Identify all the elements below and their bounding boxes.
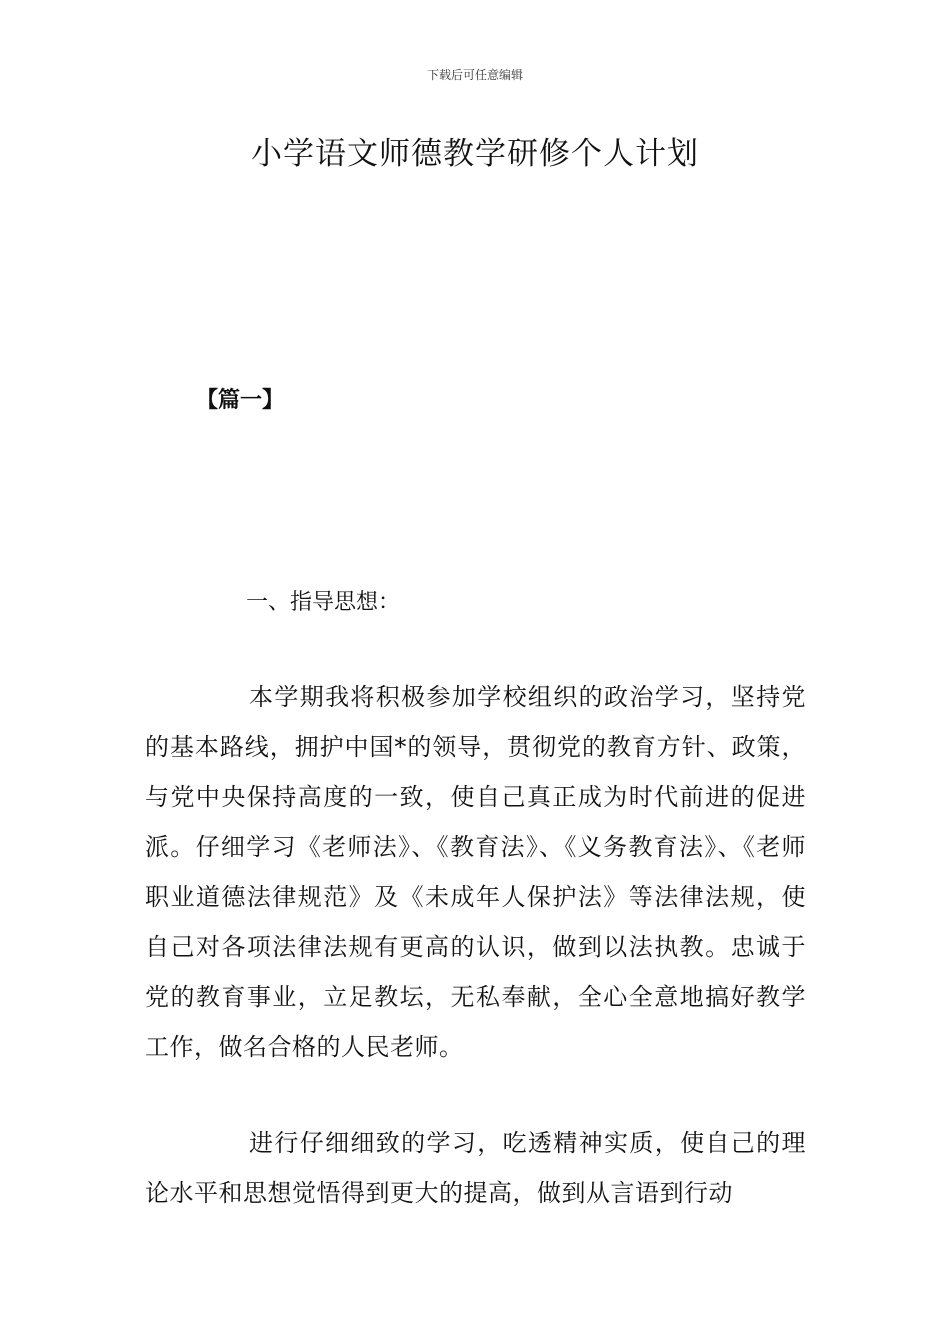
section-heading: 一、指导思想： <box>246 590 401 615</box>
body-paragraph: 本学期我将积极参加学校组织的政治学习，坚持党的基本路线，拥护中国*的领导，贯彻党的教育方针、政策，与党中央保持高度的一致，使自己真正成为时代前进的促进派。仔细学习《老师法》、《教育法》、《义务教育法》、《老师职业道德法律规范》及《未成年人保护法》等法律法规，使自己对各项法律法规有更高的认识，做到以法执教。忠诚于党的教育事业，立足教坛，无私奉献，全心全意地搞好教学工作，做名合格的人民老师。 <box>145 683 806 1061</box>
header-note: 下载后可任意编辑 <box>426 68 523 82</box>
section-label: 【篇一】 <box>196 387 285 413</box>
body-paragraph: 进行仔细细致的学习，吃透精神实质，使自己的理论水平和思想觉悟得到更大的提高，做到从言语到行动 <box>145 1129 806 1207</box>
document-title: 小学语文师德教学研修个人计划 <box>251 136 699 172</box>
